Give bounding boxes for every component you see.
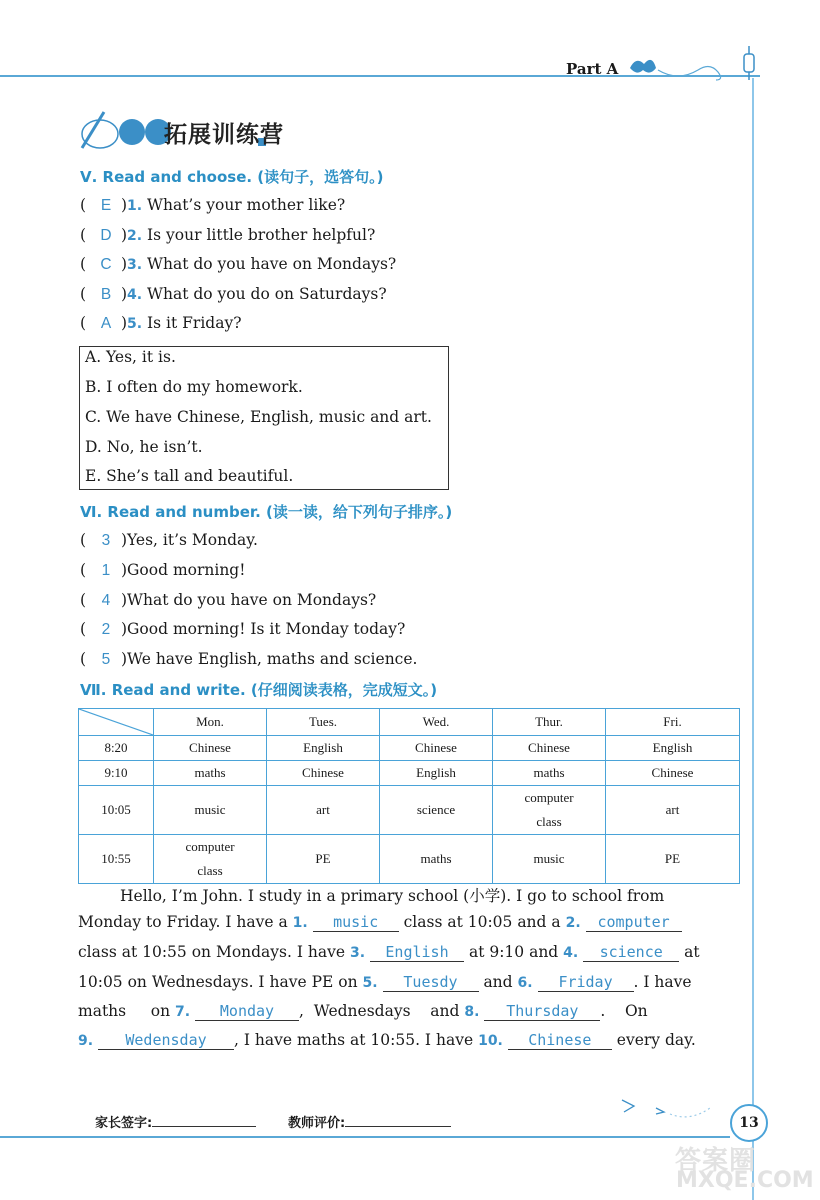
passage-text: and xyxy=(483,973,513,991)
passage-line-1: Hello, I’m John. I study in a primary school (小学). I go to school from xyxy=(120,887,665,905)
answer-2: D xyxy=(100,227,112,244)
option-c: C. We have Chinese, English, music and art. xyxy=(85,408,432,426)
section6-item: ( 5 )We have English, maths and science. xyxy=(80,650,418,668)
blank-3: English xyxy=(370,943,464,962)
option-e: E. She’s tall and beautiful. xyxy=(85,467,294,485)
table-row xyxy=(79,761,740,786)
option-b: B. I often do my homework. xyxy=(85,378,303,396)
passage-text: . I have xyxy=(633,973,692,991)
passage-text: class at 10:05 and a xyxy=(403,913,561,931)
dialogue-line-3: What do you have on Mondays? xyxy=(127,591,377,609)
table-cell: English xyxy=(380,761,493,786)
dialogue-line-4: Good morning! Is it Monday today? xyxy=(127,620,406,638)
section5-title: Ⅴ. Read and choose. (读句子，选答句。) xyxy=(80,168,384,186)
blank-5: Tuesdy xyxy=(383,973,479,992)
bottom-rule xyxy=(0,1136,730,1138)
order-answer-4: 2 xyxy=(101,621,111,638)
blank-8: Thursday xyxy=(484,1002,600,1021)
blank-6: Friday xyxy=(538,973,634,992)
teacher-eval-text: 教师评价: xyxy=(288,1116,346,1131)
table-header-row xyxy=(79,709,740,736)
item-num-2: 2. xyxy=(127,228,143,244)
header-tues: Tues. xyxy=(267,709,380,736)
header-wed: Wed. xyxy=(380,709,493,736)
answer-5: A xyxy=(100,315,112,332)
header-thur: Thur. xyxy=(493,709,606,736)
section6-item: ( 2 )Good morning! Is it Monday today? xyxy=(80,620,406,638)
table-cell: Chinese xyxy=(493,736,606,761)
teacher-evaluation-label xyxy=(288,1112,451,1131)
passage-text: 10:05 on Wednesdays. I have PE on xyxy=(78,973,358,991)
part-label: Part A xyxy=(566,60,619,78)
section5-item-1: ( E )1. What’s your mother like? xyxy=(80,196,346,214)
blank-num-2: 2. xyxy=(565,915,581,931)
option-d: D. No, he isn’t. xyxy=(85,438,203,456)
header-mon: Mon. xyxy=(154,709,267,736)
table-cell: Chinese xyxy=(380,736,493,761)
page-number: 13 xyxy=(730,1104,768,1142)
header-fri: Fri. xyxy=(606,709,740,736)
table-cell: Chinese xyxy=(606,761,740,786)
section6-item: ( 3 )Yes, it’s Monday. xyxy=(80,531,258,549)
answer-4: B xyxy=(100,286,112,303)
order-answer-1: 3 xyxy=(101,532,111,549)
order-answer-3: 4 xyxy=(101,592,111,609)
butterfly-lantern-decoration-icon xyxy=(624,46,764,86)
watermark-url: MXQE.COM xyxy=(676,1168,814,1193)
blank-9: Wedensday xyxy=(98,1031,234,1050)
passage-text: maths on xyxy=(78,1002,171,1020)
table-cell: computer class xyxy=(154,835,267,884)
section6-title: Ⅵ. Read and number. (读一读，给下列句子排序。) xyxy=(80,503,453,521)
blank-num-4: 4. xyxy=(563,945,579,961)
table-cell: maths xyxy=(154,761,267,786)
passage-text: Monday to Friday. I have a xyxy=(78,913,288,931)
parent-signature-label xyxy=(95,1112,256,1131)
table-cell: music xyxy=(154,786,267,835)
passage-line-4 xyxy=(78,973,692,992)
blank-num-6: 6. xyxy=(517,975,533,991)
passage-text: , I have maths at 10:55. I have xyxy=(234,1031,474,1049)
blank-4: science xyxy=(583,943,679,962)
blank-10: Chinese xyxy=(508,1031,612,1050)
passage-line-3 xyxy=(78,943,700,962)
item-num-5: 5. xyxy=(127,316,143,332)
dialogue-line-5: We have English, maths and science. xyxy=(127,650,418,668)
passage-line-2 xyxy=(78,913,682,932)
question-4: What do you do on Saturdays? xyxy=(147,285,387,303)
table-cell: English xyxy=(606,736,740,761)
parent-sign-text: 家长签字: xyxy=(95,1116,153,1131)
passage-text: every day. xyxy=(616,1031,696,1049)
passage-line-5 xyxy=(78,1002,648,1021)
answer-1: E xyxy=(100,197,112,214)
item-num-3: 3. xyxy=(127,257,143,273)
table-cell: English xyxy=(267,736,380,761)
answer-3: C xyxy=(100,256,112,273)
dialogue-line-1: Yes, it’s Monday. xyxy=(127,531,258,549)
section5-item-2: ( D )2. Is your little brother helpful? xyxy=(80,226,376,244)
table-cell: PE xyxy=(267,835,380,884)
table-cell: science xyxy=(380,786,493,835)
table-cell: art xyxy=(606,786,740,835)
banner-title: 拓展训练营 xyxy=(164,122,284,148)
section6-item: ( 1 )Good morning! xyxy=(80,561,246,579)
blank-2: computer xyxy=(586,913,682,932)
section5-item-5: ( A )5. Is it Friday? xyxy=(80,314,242,332)
option-a: A. Yes, it is. xyxy=(85,348,176,366)
section6-item: ( 4 )What do you have on Mondays? xyxy=(80,591,377,609)
section7-title: Ⅶ. Read and write. (仔细阅读表格，完成短文。) xyxy=(80,681,438,699)
time-cell: 10:05 xyxy=(79,786,154,835)
blank-num-7: 7. xyxy=(175,1004,191,1020)
table-cell: PE xyxy=(606,835,740,884)
corner-cell xyxy=(79,709,154,736)
table-row xyxy=(79,736,740,761)
passage-text: class at 10:55 on Mondays. I have xyxy=(78,943,346,961)
diagonal-line xyxy=(79,709,153,735)
order-answer-2: 1 xyxy=(101,562,111,579)
blank-num-9: 9. xyxy=(78,1033,94,1049)
table-row xyxy=(79,786,740,835)
table-row xyxy=(79,835,740,884)
item-num-1: 1. xyxy=(127,198,143,214)
passage-line-6 xyxy=(78,1031,696,1050)
passage-text: at 9:10 and xyxy=(468,943,559,961)
time-cell: 9:10 xyxy=(79,761,154,786)
section5-item-4: ( B )4. What do you do on Saturdays? xyxy=(80,285,387,303)
order-answer-5: 5 xyxy=(101,651,111,668)
blank-num-10: 10. xyxy=(478,1033,503,1049)
item-num-4: 4. xyxy=(127,287,143,303)
passage-text: , Wednesdays and xyxy=(299,1002,460,1020)
table-cell: computer class xyxy=(493,786,606,835)
table-cell: maths xyxy=(380,835,493,884)
time-cell: 8:20 xyxy=(79,736,154,761)
question-3: What do you have on Mondays? xyxy=(147,255,397,273)
question-1: What’s your mother like? xyxy=(147,196,346,214)
question-2: Is your little brother helpful? xyxy=(147,226,376,244)
passage-text: at xyxy=(684,943,700,961)
timetable xyxy=(78,708,740,884)
blank-num-8: 8. xyxy=(464,1004,480,1020)
watermark-text: 答案圈 xyxy=(675,1146,757,1176)
question-5: Is it Friday? xyxy=(147,314,242,332)
bird-decoration-icon xyxy=(620,1092,720,1122)
blank-num-3: 3. xyxy=(350,945,366,961)
table-cell: music xyxy=(493,835,606,884)
table-cell: Chinese xyxy=(267,761,380,786)
passage-text: . On xyxy=(600,1002,648,1020)
section5-item-3: ( C )3. What do you have on Mondays? xyxy=(80,255,397,273)
blank-num-5: 5. xyxy=(362,975,378,991)
table-cell: maths xyxy=(493,761,606,786)
blank-1: music xyxy=(313,913,399,932)
table-cell: art xyxy=(267,786,380,835)
time-cell: 10:55 xyxy=(79,835,154,884)
blank-num-1: 1. xyxy=(292,915,308,931)
right-rule xyxy=(752,78,754,1200)
table-cell: Chinese xyxy=(154,736,267,761)
dialogue-line-2: Good morning! xyxy=(127,561,246,579)
blank-7: Monday xyxy=(195,1002,299,1021)
